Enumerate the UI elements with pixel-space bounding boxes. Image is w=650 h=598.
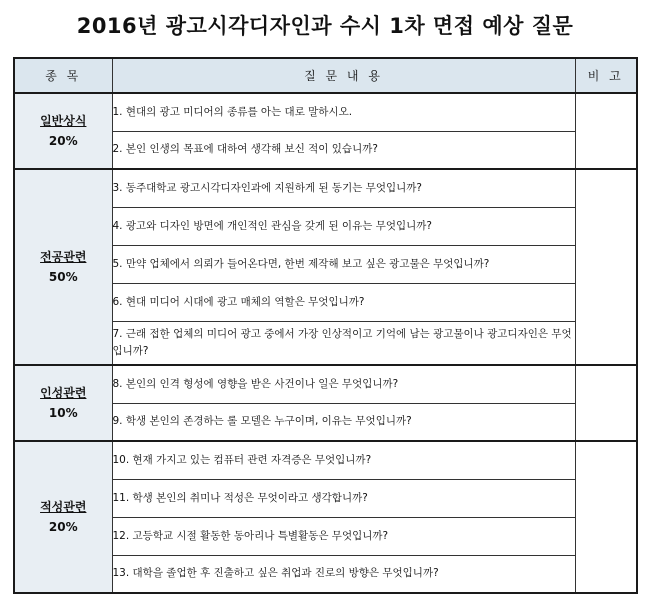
question-cell: 8. 본인의 인격 형성에 영향을 받은 사건이나 일은 무엇입니까? <box>112 365 575 403</box>
category-cell <box>14 93 112 169</box>
category-name: 적성관련 <box>40 500 87 514</box>
note-cell <box>575 93 637 169</box>
document-title: 2016년 광고시각디자인과 수시 1차 면접 예상 질문 <box>76 14 574 38</box>
category-weight: 20% <box>48 520 78 534</box>
category-cell <box>14 169 112 365</box>
note-cell <box>575 169 637 365</box>
question-cell: 7. 근래 접한 업체의 미디어 광고 중에서 가장 인상적이고 기억에 남는 광고물이나 광고디자인은 무엇입니까? <box>112 321 575 365</box>
question-cell: 9. 학생 본인의 존경하는 롤 모델은 누구이며, 이유는 무엇입니까? <box>112 403 575 441</box>
table-row <box>14 169 637 207</box>
category-name: 인성관련 <box>40 386 87 400</box>
question-cell: 4. 광고와 디자인 방면에 개인적인 관심을 갖게 된 이유는 무엇입니까? <box>112 207 575 245</box>
content-header: 질 문 내 용 <box>112 58 575 93</box>
note-cell <box>575 365 637 441</box>
category-name: 일반상식 <box>40 114 87 128</box>
category-cell <box>14 365 112 441</box>
question-cell: 1. 현대의 광고 미디어의 종류를 아는 대로 말하시오. <box>112 93 575 131</box>
question-cell: 2. 본인 인생의 목표에 대하여 생각해 보신 적이 있습니까? <box>112 131 575 169</box>
note-cell <box>575 441 637 593</box>
table-row <box>14 365 637 403</box>
category-name: 전공관련 <box>40 250 87 264</box>
question-cell: 12. 고등학교 시절 활동한 동아리나 특별활동은 무엇입니까? <box>112 517 575 555</box>
question-cell: 5. 만약 업체에서 의뢰가 들어온다면, 한번 제작해 보고 싶은 광고물은 무엇입니까? <box>112 245 575 283</box>
category-cell <box>14 441 112 593</box>
table-row <box>14 93 637 131</box>
interview-question-table <box>13 57 638 594</box>
table-header-row <box>14 58 637 93</box>
question-cell: 10. 현재 가지고 있는 컴퓨터 관련 자격증은 무엇입니까? <box>112 441 575 479</box>
category-header: 종 목 <box>14 58 112 93</box>
question-cell: 13. 대학을 졸업한 후 진출하고 싶은 취업과 진로의 방향은 무엇입니까? <box>112 555 575 593</box>
category-weight: 10% <box>48 406 78 420</box>
category-weight: 20% <box>48 134 78 148</box>
question-cell: 3. 동주대학교 광고시각디자인과에 지원하게 된 동기는 무엇입니까? <box>112 169 575 207</box>
table-row <box>14 441 637 479</box>
category-weight: 50% <box>48 270 78 284</box>
question-cell: 11. 학생 본인의 취미나 적성은 무엇이라고 생각합니까? <box>112 479 575 517</box>
note-header: 비 고 <box>575 58 637 93</box>
question-cell: 6. 현대 미디어 시대에 광고 매체의 역할은 무엇입니까? <box>112 283 575 321</box>
